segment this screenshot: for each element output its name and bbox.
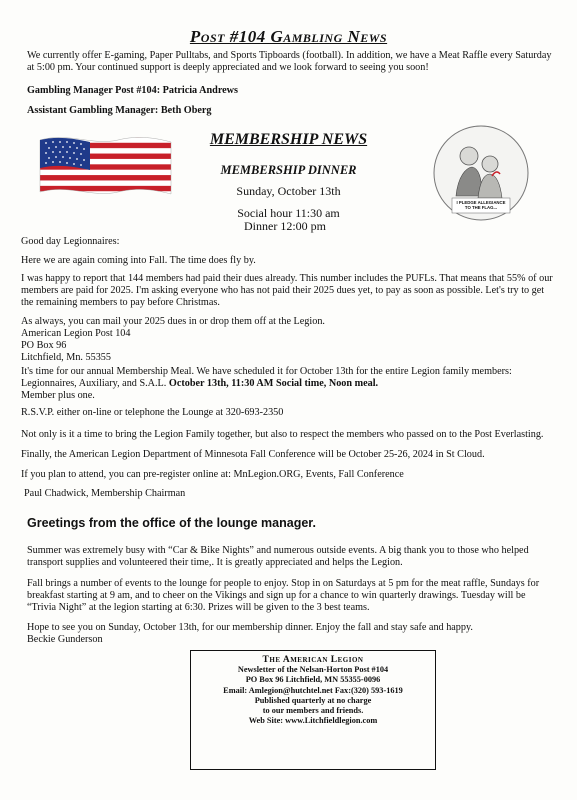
emblem-caption	[432, 200, 530, 210]
gambling-manager: Gambling Manager Post #104: Patricia Andrews	[27, 85, 239, 96]
lounge-manager-heading: Greetings from the office of the lounge manager.	[27, 516, 316, 530]
gambling-title: Post #104 Gambling News	[189, 27, 388, 46]
social-hour: Social hour 11:30 am	[237, 206, 340, 220]
membership-paragraph-3	[21, 316, 556, 364]
assistant-gambling-manager: Assistant Gambling Manager: Beth Oberg	[27, 105, 212, 116]
address-line-2: PO Box 96	[21, 340, 67, 351]
membership-paragraph-8: If you plan to attend, you can pre-register online at: MnLegion.ORG, Events, Fall Conference	[21, 469, 404, 480]
rsvp-text: R.S.V.P. either on-line or telephone the Lounge at 320-693-2350	[21, 407, 284, 418]
newsletter-box-line-2: PO Box 96 Litchfield, MN 55355-0096	[245, 675, 381, 685]
membership-paragraph-4	[21, 366, 556, 402]
newsletter-box-line-5: to our members and friends.	[262, 706, 364, 716]
membership-paragraph-6: Not only is it a time to bring the Legion Family together, but also to respect the members who passed on to the Post Everlasting.	[21, 429, 544, 440]
member-plus-one: Member plus one.	[21, 390, 95, 401]
lounge-paragraph-2: Fall brings a number of events to the lounge for people to enjoy. Stop in on Saturdays at 5 pm for the meat raffle, Sundays for breakfast starting at 9 am, and to cheer on the Vikings and sign up for a chance to win quarterly drawings. Tuesday will be “Trivia Night” at the legion starting at 6:30. Prizes will be given to the 3 best teams.	[27, 578, 540, 613]
newsletter-box-line-6: Web Site: www.Litchfieldlegion.com	[248, 716, 378, 726]
emblem-caption-line2: TO THE FLAG...	[464, 205, 498, 210]
gambling-intro: We currently offer E-gaming, Paper Pulltabs, and Sports Tipboards (football). In addition, we have a Meat Raffle every Saturday at 5:00 pm. Your continued support is deeply appreciated and we look forward to seeing you soon!	[27, 50, 552, 73]
newsletter-box-line-1: Newsletter of the Nelsan-Horton Post #104	[237, 665, 389, 675]
lounge-paragraph-1: Summer was extremely busy with “Car & Bike Nights” and numerous outside events. A big thank you to those who helped transport supplies and volunteered their time,. It is greatly appreciated and helps the Legion.	[27, 545, 529, 568]
membership-paragraph-1: Here we are again coming into Fall. The time does fly by.	[21, 255, 256, 266]
newsletter-box-line-3: Email: Amlegion@hutchtel.net Fax:(320) 593-1619	[223, 685, 403, 695]
newsletter-box-line-4: Published quarterly at no charge	[254, 695, 372, 705]
membership-news-title: MEMBERSHIP NEWS	[209, 131, 368, 148]
lounge-paragraph-3: Hope to see you on Sunday, October 13th, for our membership dinner. Enjoy the fall and stay safe and happy.	[27, 622, 473, 633]
dinner-time: Dinner 12:00 pm	[244, 219, 326, 233]
meal-announcement: It's time for our annual Membership Meal. We have scheduled it for October 13th for the entire Legion family members: Legionnaires, Auxiliary, and S.A.L.	[21, 366, 512, 389]
meal-time-bold: October 13th, 11:30 AM Social time, Noon meal.	[168, 378, 379, 389]
membership-dinner-title: MEMBERSHIP DINNER	[220, 163, 357, 177]
membership-paragraph-7: Finally, the American Legion Department of Minnesota Fall Conference will be October 25-26, 2024 in St Cloud.	[21, 449, 485, 460]
newsletter-box-title: The American Legion	[262, 655, 364, 665]
membership-chairman-signature: Paul Chadwick, Membership Chairman	[24, 488, 186, 499]
address-line-3: Litchfield, Mn. 55355	[21, 352, 111, 363]
newsletter-info-box	[190, 650, 436, 770]
lounge-manager-signature: Beckie Gunderson	[27, 634, 103, 645]
pledge-allegiance-emblem	[432, 124, 530, 222]
dinner-date: Sunday, October 13th	[236, 184, 341, 198]
dues-mail-text: As always, you can mail your 2025 dues in or drop them off at the Legion.	[21, 316, 325, 327]
greeting: Good day Legionnaires:	[21, 236, 120, 247]
membership-paragraph-2: I was happy to report that 144 members had paid their dues already. This number includes the PUFLs. That means that 55% of our members are paid for 2025. I'm asking everyone who has not paid their 2025 dues yet, to pay as soon as possible. Let's try to get the remaining members to pay before Christmas.	[21, 273, 553, 308]
address-line-1: American Legion Post 104	[21, 328, 131, 339]
emblem-caption-line1: I PLEDGE ALLEGIANCE	[456, 200, 506, 205]
